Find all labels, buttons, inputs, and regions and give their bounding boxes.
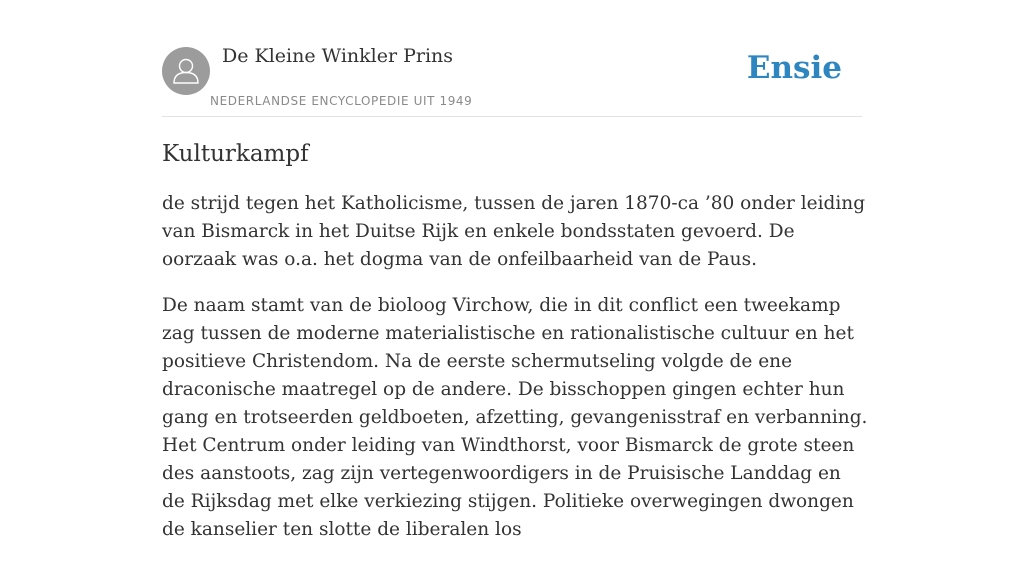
article — [162, 138, 868, 562]
user-icon — [162, 47, 210, 95]
source-subtitle: NEDERLANDSE ENCYCLOPEDIE UIT 1949 — [210, 94, 473, 108]
article-paragraph: de strijd tegen het Katholicisme, tussen de jaren 1870-ca ’80 onder leiding van Bismarck in het Duitse Rijk en enkele bondsstaten gevoerd. De oorzaak was o.a. het dogma van de onfeilbaarheid van de Paus. — [162, 193, 866, 270]
ensie-logo[interactable]: Ensie — [746, 50, 842, 86]
avatar[interactable] — [162, 47, 210, 95]
source-title-link[interactable]: De Kleine Winkler Prins — [222, 45, 454, 67]
article-title: Kulturkampf — [162, 141, 309, 167]
article-paragraph: De naam stamt van de bioloog Virchow, die in dit conflict een tweekamp zag tussen de moderne materialistische en rationalistische cultuur en het positieve Christendom. Na de eerste schermutseling volgde de ene draconische maatregel op de andere. De bisschoppen gingen echter hun gang en trotseerden geldboeten, afzetting, gevangenisstraf en verbanning. Het Centrum onder leiding van Windthorst, voor Bismarck de grote steen des aanstoots, zag zijn vertegenwoordigers in de Pruisische Landdag en de Rijksdag met elke verkiezing stijgen. Politieke overwegingen dwongen de kanselier ten slotte de liberalen los — [162, 295, 868, 540]
source-header — [162, 0, 862, 117]
